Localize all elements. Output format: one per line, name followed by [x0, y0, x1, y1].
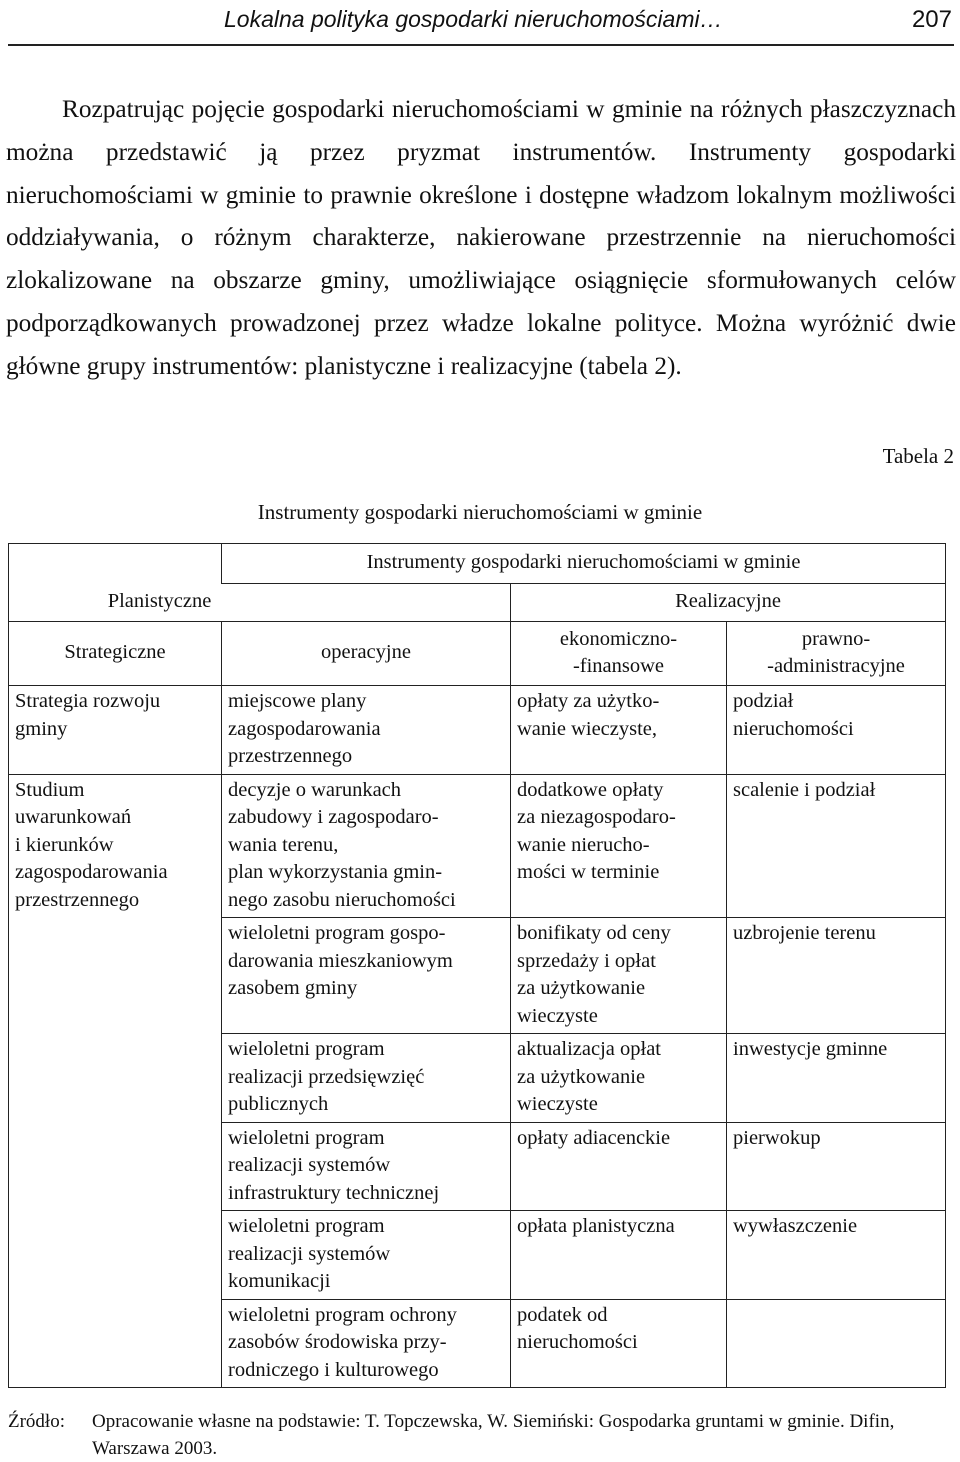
- cell-operational: wieloletni program realizacji systemów komunikacji: [222, 1211, 511, 1300]
- cell-strategic: Strategia rozwoju gminy: [9, 686, 222, 775]
- page-header: [0, 0, 960, 46]
- cell-legal: podział nieruchomości: [727, 686, 946, 775]
- cell-economic: opłaty adiacenckie: [511, 1122, 727, 1211]
- cell-economic: dodatkowe opłaty za niezagospodaro- wanie nierucho- mości w terminie: [511, 774, 727, 918]
- subheader-strategic: Strategiczne: [9, 622, 222, 686]
- source-label: Źródło:: [8, 1411, 65, 1432]
- cell-operational: decyzje o warunkach zabudowy i zagospodaro- wania terenu, plan wykorzystania gmin- nego zasobu nieruchomości: [222, 774, 511, 918]
- body-paragraph: Rozpatrując pojęcie gospodarki nieruchomościami w gminie na różnych płaszczyznach można przedstawić ją przez pryzmat instrumentów. Instrumenty gospodarki nieruchomościami w gminie to prawnie określone i dostępne władzom lokalnym możliwości oddziaływania, o różnym charakterze, nakierowane przestrzennie na nieruchomości zlokalizowane na obszarze gminy, umożliwiające osiągnięcie sformułowanych celów podporządkowanych prowadzonej przez władze lokalne polityce. Można wyróżnić dwie główne grupy instrumentów: planistyczne i realizacyjne (tabela 2).: [6, 95, 956, 380]
- cell-economic: aktualizacja opłat za użytkowanie wieczyste: [511, 1034, 727, 1123]
- table-label: Tabela 2: [882, 444, 954, 468]
- cell-operational: wieloletni program gospo- darowania mieszkaniowym zasobem gminy: [222, 918, 511, 1034]
- source-text: Opracowanie własne na podstawie: T. Topczewska, W. Siemiński: Gospodarka gruntami w gminie. Difin, Warszawa 2003.: [92, 1411, 895, 1459]
- table-row: [9, 774, 946, 918]
- cell-legal: inwestycje gminne: [727, 1034, 946, 1123]
- group-planning-header: [9, 584, 511, 622]
- cell-economic: podatek od nieruchomości: [511, 1299, 727, 1388]
- cell-legal: scalenie i podział: [727, 774, 946, 918]
- subheader-economic: ekonomiczno- -finansowe: [511, 622, 727, 686]
- subheader-legal: prawno- -administracyjne: [727, 622, 946, 686]
- group-realization-header: Realizacyjne: [511, 584, 946, 622]
- cell-operational: wieloletni program ochrony zasobów środowiska przy- rodniczego i kulturowego: [222, 1299, 511, 1388]
- cell-strategic: Studium uwarunkowań i kierunków zagospodarowania przestrzennego: [9, 774, 222, 1388]
- page-number: 207: [911, 6, 952, 33]
- cell-legal: uzbrojenie terenu: [727, 918, 946, 1034]
- cell-legal: wywłaszczenie: [727, 1211, 946, 1300]
- cell-economic: opłata planistyczna: [511, 1211, 727, 1300]
- table-header-top: Instrumenty gospodarki nieruchomościami w gminie: [222, 544, 946, 584]
- cell-economic: opłaty za użytko- wanie wieczyste,: [511, 686, 727, 775]
- running-title: Lokalna polityka gospodarki nieruchomościami…: [224, 6, 723, 32]
- instruments-table: [8, 543, 946, 1388]
- cell-legal: pierwokup: [727, 1122, 946, 1211]
- table-row: [9, 686, 946, 775]
- header-rule: [8, 44, 954, 46]
- cell-economic: bonifikaty od ceny sprzedaży i opłat za użytkowanie wieczyste: [511, 918, 727, 1034]
- cell-operational: miejscowe plany zagospodarowania przestrzennego: [222, 686, 511, 775]
- cell-legal: [727, 1299, 946, 1388]
- cell-operational: wieloletni program realizacji systemów infrastruktury technicznej: [222, 1122, 511, 1211]
- group-planning-label: Planistyczne: [107, 590, 212, 613]
- subheader-operational: operacyjne: [222, 622, 511, 686]
- table-title: Instrumenty gospodarki nieruchomościami w gminie: [257, 500, 703, 524]
- table-header-corner: [9, 544, 222, 584]
- cell-operational: wieloletni program realizacji przedsięwzięć publicznych: [222, 1034, 511, 1123]
